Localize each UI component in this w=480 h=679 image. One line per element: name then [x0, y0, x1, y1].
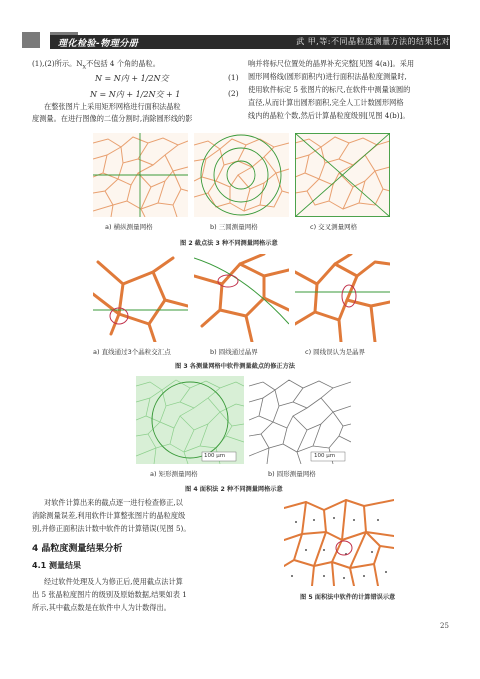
paragraph-line: 响并将标尺位置处的晶界补充完整[见图 4(a)]。采用	[248, 59, 415, 68]
fig4-panel-b	[249, 376, 351, 464]
fig4b-scale-label: 100 μm	[314, 453, 336, 459]
fig5-caption: 图 5 面积法中软件的计算错误示意	[300, 594, 396, 601]
paragraph-line: 出 5 张晶粒度图片的级别及原始数据,结果如表 1	[32, 590, 187, 599]
fig3-caption: 图 3 各测量网格中软件测量截点的修正方法	[175, 363, 295, 370]
paragraph-line: 对软件计算出来的截点逐一进行检查修正,以	[44, 498, 183, 507]
fig2-panel-c	[295, 133, 390, 217]
fig3-sub-c: c) 圆线误认为是晶界	[305, 348, 366, 356]
equation-2-number: (2)	[228, 89, 239, 98]
fig4-panel-a	[136, 376, 244, 464]
paragraph-line: 度测量。在进行图像的二值分割时,消除圆形线的影	[32, 114, 193, 123]
fig4-sub-b: b) 圆形测量网格	[268, 470, 316, 478]
fig4-sub-a: a) 矩形测量网格	[150, 470, 198, 478]
fig3-panel-b	[194, 254, 289, 342]
fig2-panel-b	[194, 133, 289, 217]
paragraph-line: 所示,其中截点数是在软件中人为计数得出。	[32, 603, 171, 612]
paragraph-line: 消除测量误差,利用软件计算整张图片的晶粒度级	[32, 511, 186, 520]
running-title: 武 甲,等:不同晶粒度测量方法的结果比对	[296, 37, 450, 46]
fig4a-scale-label: 100 μm	[204, 453, 226, 459]
paragraph-line: 在整张图片上采用矩形网格进行面积法晶粒	[44, 102, 181, 111]
fig3-panel-c	[295, 254, 390, 342]
equation-2: N = N内 + 1/2N交 + 1	[90, 90, 181, 99]
fig3-panel-a	[93, 254, 188, 342]
equation-1-number: (1)	[228, 73, 239, 82]
journal-name: 理化检验-物理分册	[58, 39, 139, 49]
fig3-sub-a: a) 直线通过3个晶粒交汇点	[93, 348, 171, 356]
page-number: 25	[440, 622, 449, 630]
paragraph-line: 使用软件标定 5 张图片的标尺,在软件中测量该圆的	[248, 85, 411, 94]
fig2-sub-b: b) 三圆测量网格	[210, 223, 258, 231]
section-4-1-heading: 4.1 测量结果	[32, 561, 81, 570]
paragraph-line: 直径,从而计算出圆形面积,完全人工计数圆形网格	[248, 98, 404, 107]
fig5-image	[284, 496, 394, 586]
paragraph-line: 圆形网格线(圆形面积内)进行面积法晶粒度测量时,	[248, 72, 407, 81]
fig2-sub-a: a) 横纵测量网格	[105, 223, 153, 231]
journal-logo-notch	[40, 26, 50, 50]
fig2-caption: 图 2 截点法 3 种不同测量网格示意	[180, 240, 278, 247]
fig3-sub-b: b) 圆线通过晶界	[210, 348, 258, 356]
section-4-heading: 4 晶粒度测量结果分析	[32, 544, 123, 554]
fig4-caption: 图 4 面积法 2 种不同测量网格示意	[185, 486, 283, 493]
paragraph-line: 经过软件处理及人为修正后,使用截点法计算	[44, 577, 183, 586]
paragraph-line: 别,并修正面积法计数中软件的计算错误(见图 5)。	[32, 524, 191, 533]
paragraph-line: 线内的晶粒个数,然后计算晶粒度级别[见图 4(b)]。	[248, 111, 410, 120]
intro-line: (1),(2)所示。$N_X$不包括 4 个角的晶粒。	[32, 59, 160, 71]
equation-1: N = N内 + 1/2N交	[95, 74, 169, 83]
fig2-sub-c: c) 交叉测量网格	[310, 223, 358, 231]
fig2-panel-a	[93, 133, 188, 217]
